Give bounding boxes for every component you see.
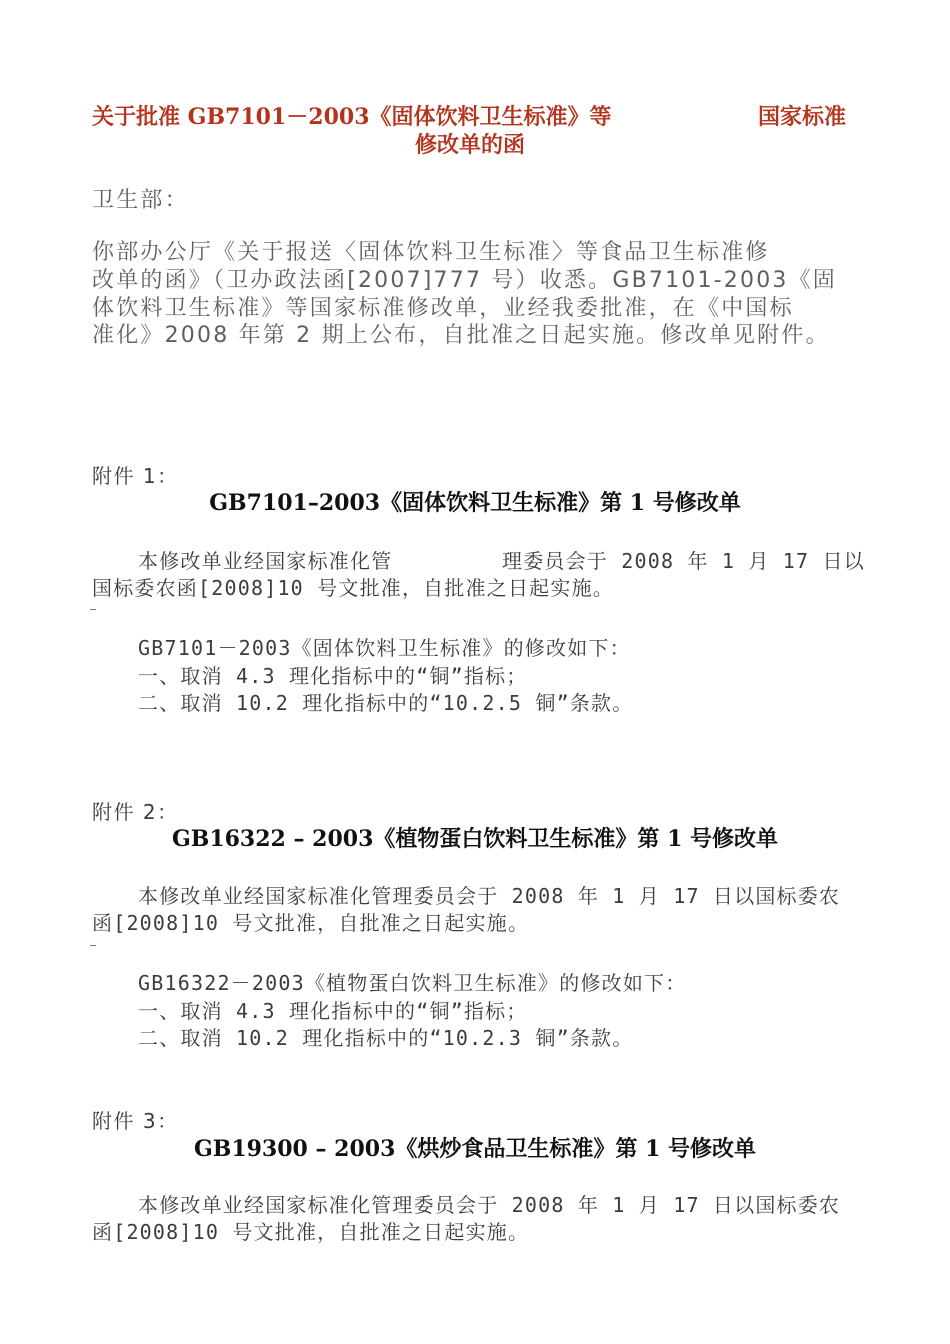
document-title-line1-right: 国家标准	[758, 104, 847, 130]
paragraph-line: 改单的函》（卫办政法函[2007]777 号）收悉。GB7101-2003《固	[92, 268, 837, 293]
attachment-heading: GB19300 – 2003《烘炒食品卫生标准》第 1 号修改单	[193, 1136, 757, 1162]
attachment-label: 附件 2：	[92, 800, 179, 824]
approval-text: 国标委农函[2008]10 号文批准，自批准之日起实施。	[92, 576, 614, 600]
salutation: 卫生部：	[92, 188, 189, 213]
attachment-label: 附件 3：	[92, 1109, 179, 1133]
separator-mark	[90, 945, 96, 946]
attachment-heading: GB16322 – 2003《植物蛋白饮料卫生标准》第 1 号修改单	[171, 826, 779, 852]
amendment-item: 二、取消 10.2 理化指标中的“10.2.3 铜”条款。	[138, 1026, 634, 1050]
document-title-line1-left: 关于批准 GB7101－2003《固体饮料卫生标准》等	[92, 104, 612, 130]
approval-text: 本修改单业经国家标准化管理委员会于 2008 年 1 月 17 日以国标委农	[138, 884, 841, 908]
attachment-label: 附件 1：	[92, 464, 179, 488]
approval-text: 函[2008]10 号文批准，自批准之日起实施。	[92, 911, 530, 935]
attachment-heading: GB7101–2003《固体饮料卫生标准》第 1 号修改单	[209, 490, 741, 516]
paragraph-line: 准化》2008 年第 2 期上公布，自批准之日起实施。修改单见附件。	[92, 323, 830, 348]
amendment-intro: GB16322－2003《植物蛋白饮料卫生标准》的修改如下：	[138, 971, 687, 995]
paragraph-line: 体饮料卫生标准》等国家标准修改单，业经我委批准，在《中国标	[92, 296, 794, 321]
approval-text: 理委员会于 2008 年 1 月 17 日以	[502, 549, 865, 573]
approval-text: 本修改单业经国家标准化管	[138, 549, 393, 573]
document-title-line2: 修改单的函	[415, 132, 526, 158]
approval-text: 本修改单业经国家标准化管理委员会于 2008 年 1 月 17 日以国标委农	[138, 1193, 841, 1217]
paragraph-line: 你部办公厅《关于报送〈固体饮料卫生标准〉等食品卫生标准修	[92, 240, 770, 265]
amendment-item: 一、取消 4.3 理化指标中的“铜”指标；	[138, 999, 528, 1023]
amendment-item: 一、取消 4.3 理化指标中的“铜”指标；	[138, 664, 528, 688]
approval-text: 函[2008]10 号文批准，自批准之日起实施。	[92, 1220, 530, 1244]
separator-mark	[90, 609, 96, 610]
amendment-intro: GB7101－2003《固体饮料卫生标准》的修改如下：	[138, 636, 631, 660]
amendment-item: 二、取消 10.2 理化指标中的“10.2.5 铜”条款。	[138, 691, 634, 715]
